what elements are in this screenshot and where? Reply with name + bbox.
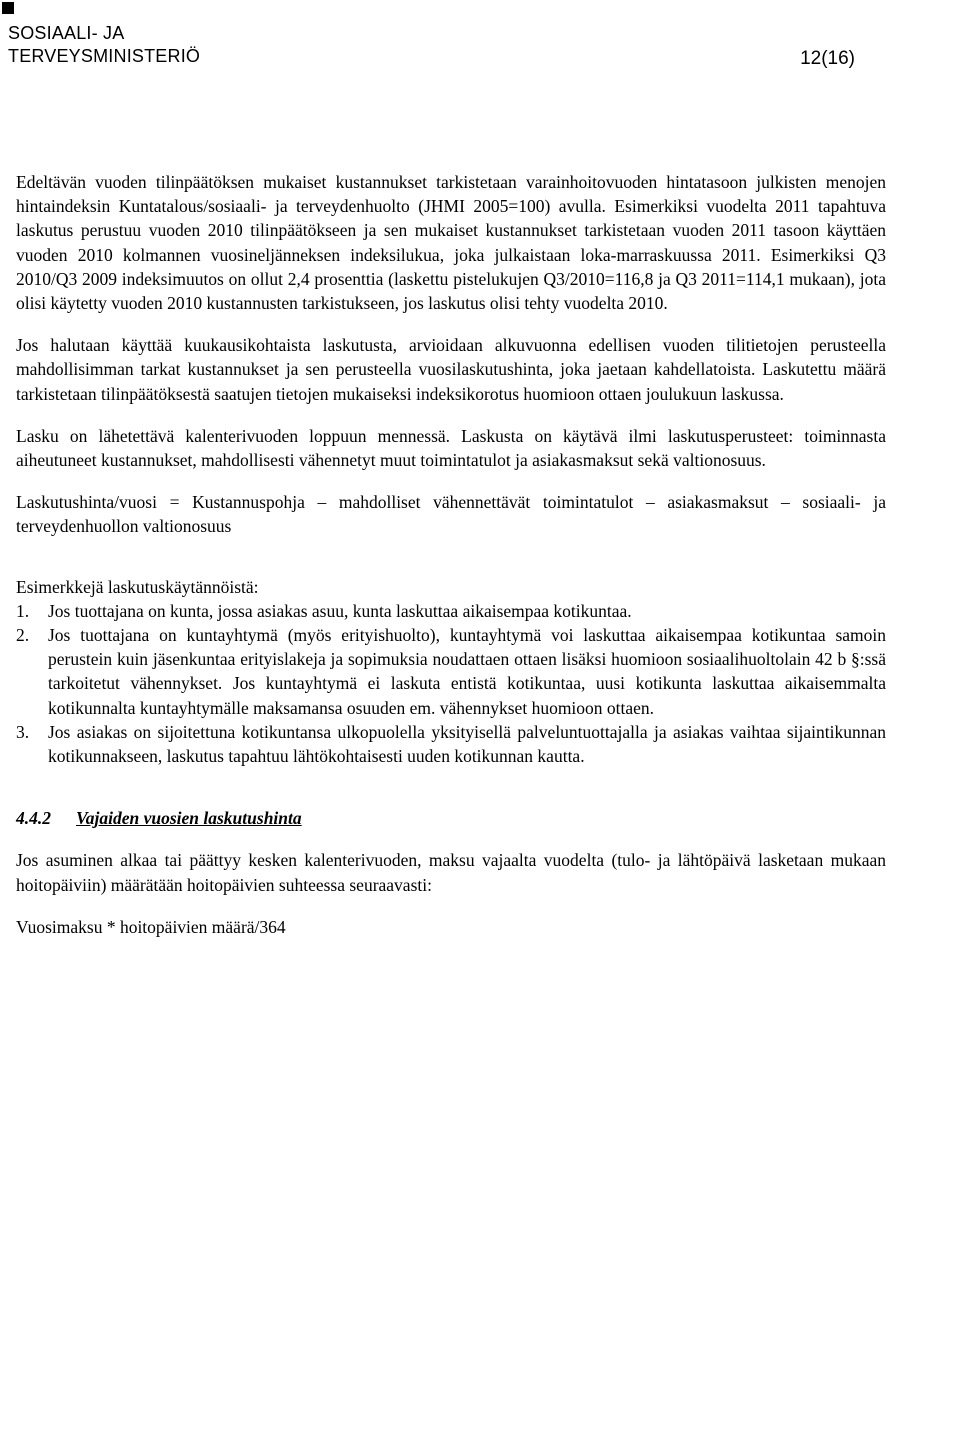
list-item xyxy=(16,720,886,768)
paragraph-index-adjustment: Edeltävän vuoden tilinpäätöksen mukaiset kustannukset tarkistetaan varainhoitovuoden hintatasoon julkisten menojen hintaindeksin Kuntatalous/sosiaali- ja terveydenhuolto (JHMI 2005=100) avulla. Esimerkiksi vuodelta 2011 tapahtuva laskutus perustuu vuoden 2010 tilinpäätökseen ja sen mukaiset kustannukset tarkistetaan vuoden 2011 tasoon käyttäen vuoden 2010 kolmannen vuosineljänneksen indeksilukua, joka julkaistaan loka-marraskuussa 2011. Esimerkiksi Q3 2010/Q3 2009 indeksimuutos on ollut 2,4 prosenttia (laskettu pistelukujen Q3/2010=116,8 ja Q3 2011=114,1 mukaan), jota olisi käytetty vuoden 2010 kustannusten tarkistukseen, jos laskutus olisi tehty vuodelta 2010. xyxy=(16,172,886,314)
examples-list xyxy=(16,599,886,768)
section-heading xyxy=(16,806,886,830)
ministry-name-line1: SOSIAALI- JA xyxy=(8,23,125,43)
examples-intro: Esimerkkejä laskutuskäytännöistä: xyxy=(16,576,259,597)
list-item-text: Jos asiakas on sijoitettuna kotikuntansa ulkopuolella yksityisellä palveluntuottajalla ja asiakas vaihtaa sijaintikunnan kotikunnakseen, laskutus tapahtuu lähtökohtaisesti uuden kotikunnan kautta. xyxy=(48,721,886,767)
document-body xyxy=(16,170,886,957)
page-number: 12(16) xyxy=(800,48,855,69)
list-item-number: 3. xyxy=(16,721,30,742)
annual-fee-formula: Vuosimaksu * hoitopäivien määrä/364 xyxy=(16,916,286,937)
list-item xyxy=(16,623,886,720)
section-number: 4.4.2 xyxy=(16,808,51,829)
list-item xyxy=(16,599,886,623)
list-item-number: 2. xyxy=(16,625,30,646)
list-item-number: 1. xyxy=(16,600,30,621)
list-item-text: Jos tuottajana on kunta, jossa asiakas asuu, kunta laskuttaa aikaisempaa kotikuntaa. xyxy=(48,600,632,621)
ministry-name xyxy=(8,22,200,68)
section-title: Vajaiden vuosien laskutushinta xyxy=(76,808,302,829)
ministry-name-line2: TERVEYSMINISTERIÖ xyxy=(8,46,201,66)
paragraph-partial-year: Jos asuminen alkaa tai päättyy kesken kalenterivuoden, maksu vajaalta vuodelta (tulo- ja lähtöpäivä lasketaan mukaan hoitopäiviin) määrätään hoitopäivien suhteessa seuraavasti: xyxy=(16,850,886,895)
billing-price-formula: Laskutushinta/vuosi = Kustannuspohja – mahdolliset vähennettävät toimintatulot – asiakasmaksut – sosiaali- ja terveydenhuollon valtionosuus xyxy=(16,492,886,537)
header-marker xyxy=(2,2,14,14)
paragraph-monthly-billing: Jos halutaan käyttää kuukausikohtaista laskutusta, arvioidaan alkuvuonna edellisen vuoden tilitietojen perusteella mahdollisimman tarkat kustannukset ja sen perusteella vuosilaskutushinta, joka jaetaan kahdellatoista. Laskutettu määrä tarkistetaan tilinpäätöksestä saatujen tietojen mukaiseksi indeksikorotus huomioon ottaen joulukuun laskussa. xyxy=(16,335,886,404)
list-item-text: Jos tuottajana on kuntayhtymä (myös erityishuolto), kuntayhtymä voi laskuttaa aikaisempaa kotikuntaa samoin perustein kuin jäsenkuntaa erityislakeja ja sopimuksia noudattaen ottaen lisäksi huomioon sosiaalihuoltolain 42 b §:ssä tarkoitetut vähennykset. Jos kuntayhtymä ei laskuta entistä kotikuntaa, uusi kotikunta laskuttaa aikaisemmalta kotikunnalta kuntayhtymälle maksamansa osuuden em. vähennykset huomioon ottaen. xyxy=(48,625,886,718)
paragraph-invoice-deadline: Lasku on lähetettävä kalenterivuoden loppuun mennessä. Laskusta on käytävä ilmi laskutusperusteet: toiminnasta aiheutuneet kustannukset, mahdollisesti vähennetyt muut toimintatulot ja asiakasmaksut sekä valtionosuus. xyxy=(16,425,886,471)
